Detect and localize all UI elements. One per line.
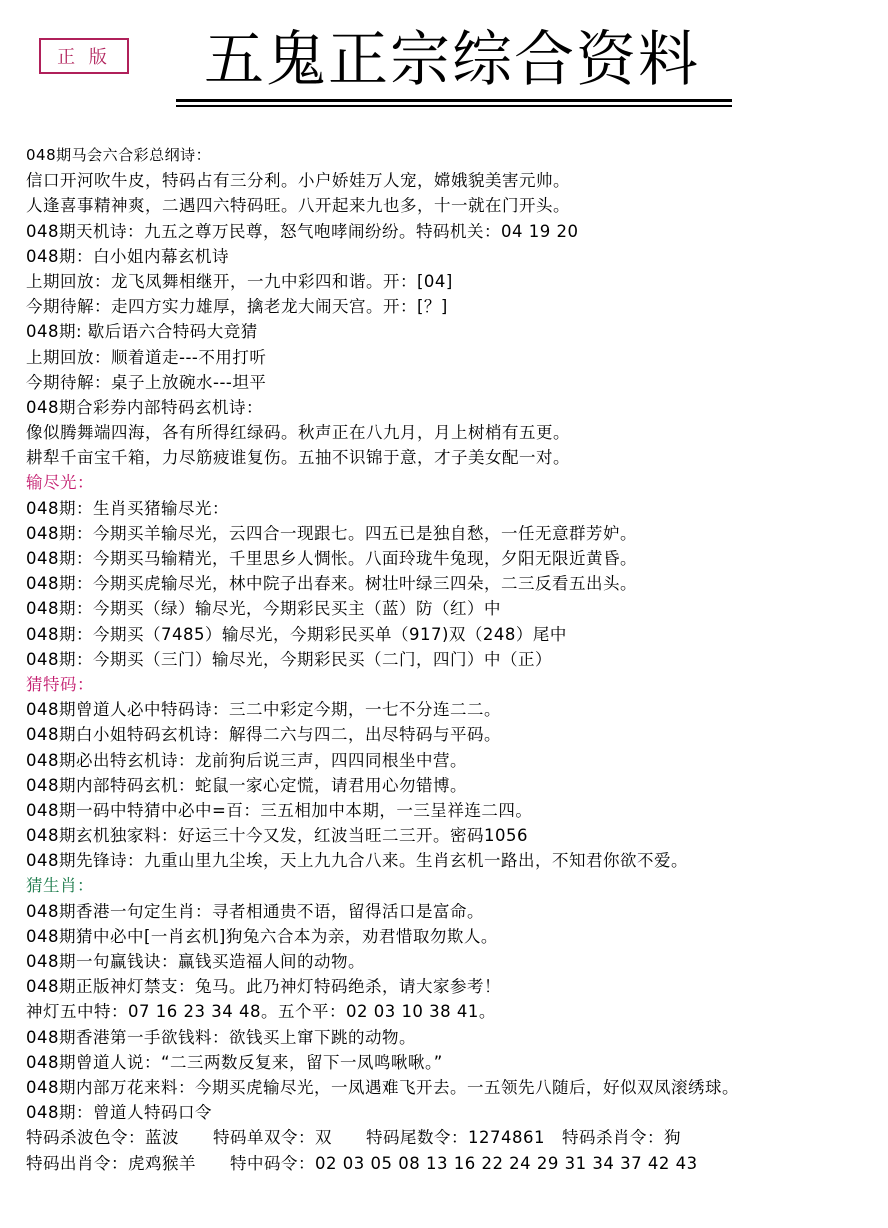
text-line: 048期猜中必中[一肖玄机]狗兔六合本为亲，劝君惜取勿欺人。 bbox=[26, 926, 498, 946]
text-line: 特码出肖令：虎鸡猴羊 特中码令：02 03 05 08 13 16 22 24 29 31 34 37 42 43 bbox=[26, 1153, 698, 1173]
text-line: 神灯五中特：07 16 23 34 48。五个平：02 03 10 38 41。 bbox=[26, 1002, 496, 1022]
page-title: 五鬼正宗综合资料 bbox=[204, 25, 700, 95]
text-line: 048期一码中特猜中必中=百：三五相加中本期，一三呈祥连二四。 bbox=[26, 800, 533, 820]
text-line: 048期：今期买（三门）输尽光，今期彩民买（二门，四门）中（正） bbox=[26, 649, 552, 669]
authentic-badge: 正 版 bbox=[39, 38, 129, 74]
text-line: 048期曾道人说：“二三两数反复来，留下一凤鸣啾啾。” bbox=[26, 1052, 443, 1072]
text-line: 048期：今期买马输精光，千里思乡人惆怅。八面玲珑牛兔现，夕阳无限近黄昏。 bbox=[26, 549, 637, 568]
text-line: 048期：今期买（绿）输尽光，今期彩民买主（蓝）防（红）中 bbox=[26, 599, 501, 619]
text-line: 特码杀波色令：蓝波 特码单双令：双 特码尾数令：1274861 特码杀肖令：狗 bbox=[26, 1128, 681, 1148]
text-line: 048期：生肖买猪输尽光： bbox=[26, 498, 229, 518]
document-body bbox=[26, 143, 876, 1176]
text-line: 048期玄机独家料：好运三十今又发，红波当旺二三开。密码1056 bbox=[26, 826, 528, 846]
title-underline-secondary bbox=[176, 105, 732, 107]
section-heading: 猜生肖： bbox=[26, 876, 94, 896]
text-line: 今期待解：桌子上放碗水---坦平 bbox=[26, 372, 267, 392]
text-line: 048期正版神灯禁支：兔马。此乃神灯特码绝杀，请大家参考！ bbox=[26, 977, 501, 997]
section-heading: 猜特码： bbox=[26, 674, 94, 694]
text-line: 048期：今期买（7485）输尽光，今期彩民买单（917)双（248）尾中 bbox=[26, 624, 567, 644]
text-line: 上期回放：龙飞凤舞相继开，一九中彩四和谐。开：[04] bbox=[26, 271, 453, 291]
text-line: 048期: 歇后语六合特码大竞猜 bbox=[26, 322, 258, 342]
text-line: 信口开河吹牛皮，特码占有三分利。小户娇娃万人宠，嫦娥貌美害元帅。 bbox=[26, 171, 570, 191]
text-line: 048期曾道人必中特码诗：三二中彩定今期，一七不分连二二。 bbox=[26, 700, 501, 720]
text-line: 048期白小姐特码玄机诗：解得二六与四二，出尽特码与平码。 bbox=[26, 725, 501, 745]
text-line: 048期内部特码玄机：蛇鼠一家心定慌，请君用心勿错博。 bbox=[26, 775, 467, 795]
text-line: 048期：今期买羊输尽光，云四合一现跟七。四五已是独自愁，一任无意群芳妒。 bbox=[26, 523, 637, 543]
text-line: 048期：白小姐内幕玄机诗 bbox=[26, 246, 229, 266]
section-heading: 输尽光： bbox=[26, 473, 94, 493]
text-line: 048期内部万花来料：今期买虎输尽光，一凤遇难飞开去。一五领先八随后，好似双凤滚绣球。 bbox=[26, 1077, 739, 1097]
text-line: 耕犁千亩宝千箱，力尽筋疲谁复伤。五抽不识锦于意，才子美女配一对。 bbox=[26, 448, 570, 468]
text-line: 048期合彩券内部特码玄机诗： bbox=[26, 397, 263, 417]
text-line: 048期：曾道人特码口令 bbox=[26, 1103, 212, 1123]
text-line: 048期天机诗：九五之尊万民尊，怒气咆哮闹纷纷。特码机关：04 19 20 bbox=[26, 221, 579, 241]
text-line: 048期香港一句定生肖：寻者相通贵不语，留得活口是富命。 bbox=[26, 901, 484, 921]
text-line: 048期香港第一手欲钱料：欲钱买上窜下跳的动物。 bbox=[26, 1027, 416, 1047]
text-line: 人逢喜事精神爽，二遇四六特码旺。八开起来九也多，十一就在门开头。 bbox=[26, 196, 570, 216]
text-line: 048期先锋诗：九重山里九尘埃，天上九九合八来。生肖玄机一路出，不知君你欲不爱。 bbox=[26, 851, 688, 871]
text-line: 像似腾舞端四海，各有所得红绿码。秋声正在八九月，月上树梢有五更。 bbox=[26, 423, 570, 443]
title-underline bbox=[176, 99, 732, 102]
text-line: 048期：今期买虎输尽光，林中院子出春来。树壮叶绿三四朵，二三反看五出头。 bbox=[26, 574, 637, 594]
text-line: 048期一句赢钱诀：赢钱买造福人间的动物。 bbox=[26, 952, 365, 971]
text-line: 今期待解：走四方实力雄厚，擒老龙大闹天宫。开：[？] bbox=[26, 297, 448, 317]
text-line: 048期必出特玄机诗：龙前狗后说三声，四四同根坐中营。 bbox=[26, 750, 467, 770]
text-line: 上期回放：顺着道走---不用打听 bbox=[26, 347, 267, 367]
text-line: 048期马会六合彩总纲诗： bbox=[26, 146, 212, 164]
